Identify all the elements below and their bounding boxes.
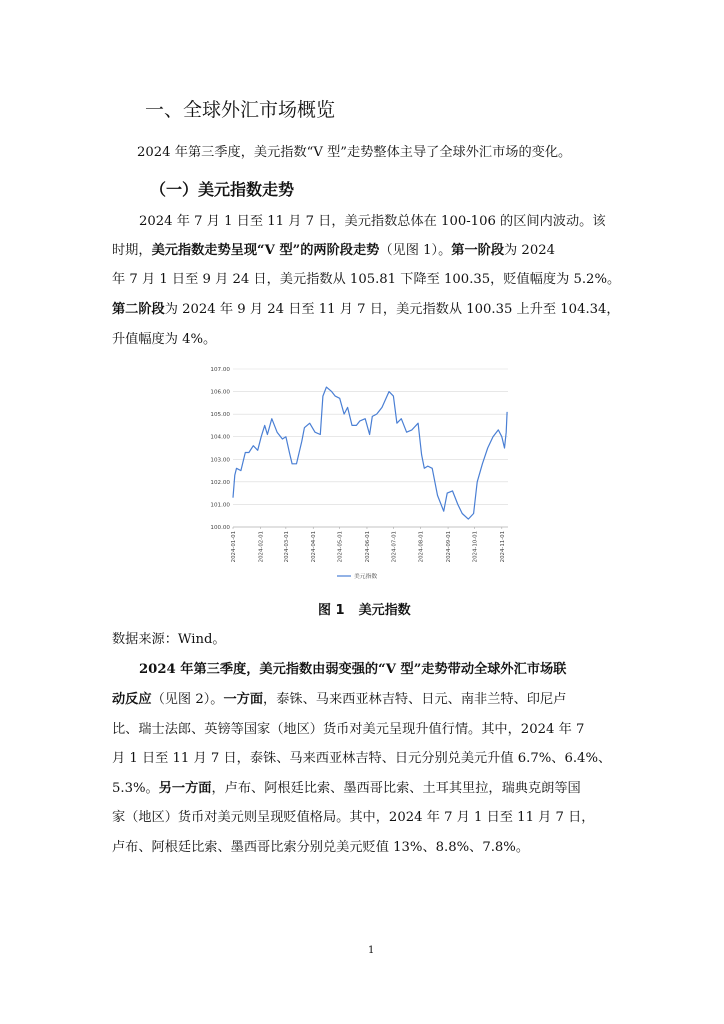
x-tick-label: 2024-03-01: [283, 531, 290, 563]
para1-line1: 2024 年 7 月 1 日至 11 月 7 日，美元指数总体在 100-106 的区间内波动。该: [139, 214, 606, 229]
para2-line2: [112, 690, 566, 710]
para2-line5: [112, 779, 581, 799]
series-line: [233, 387, 507, 519]
para1-emphasis-v-shape: 美元指数走势呈现“V 型”的两阶段走势: [151, 243, 380, 258]
x-tick-label: 2024-10-01: [472, 531, 479, 563]
para1-emphasis-stage1: 第一阶段: [451, 243, 505, 258]
x-tick-label: 2024-06-01: [364, 531, 371, 563]
figure-number: 图 1: [318, 603, 345, 618]
para1-line2: [112, 241, 555, 261]
x-tick-label: 2024-04-01: [311, 531, 318, 563]
y-tick-label: 101.00: [210, 502, 230, 509]
section-title: 一、全球外汇市场概览: [145, 99, 336, 121]
x-tick-label: 2024-11-01: [499, 531, 506, 563]
para2-line5-text: 5.3%。: [112, 781, 159, 796]
x-tick-label: 2024-08-01: [418, 531, 425, 563]
para1-line2-text: 时期，: [112, 243, 152, 258]
x-tick-label: 2024-07-01: [391, 531, 398, 563]
legend-label: 美元指数: [354, 574, 378, 580]
para2-emphasis-reaction: 动反应: [112, 692, 152, 707]
y-tick-label: 105.00: [210, 412, 230, 419]
figure-title: 美元指数: [358, 603, 411, 618]
page-number: 1: [368, 945, 375, 956]
y-tick-label: 100.00: [210, 525, 230, 531]
para2-emphasis-on-one-hand: 一方面: [223, 692, 264, 707]
para1-figure-ref: （见图 1）。: [379, 243, 452, 258]
data-source: 数据来源：Wind。: [112, 632, 226, 647]
para2-line6: 家（地区）货币对美元则呈现贬值格局。其中，2024 年 7 月 1 日至 11 月 7 日，: [112, 810, 595, 825]
para1-line3: 年 7 月 1 日至 9 月 24 日，美元指数从 105.81 下降至 100.35，贬值幅度为 5.2%。: [112, 272, 621, 287]
subsection-title: （一）美元指数走势: [150, 180, 295, 199]
x-tick-label: 2024-09-01: [446, 531, 453, 563]
para2-emphasis-other-hand: 另一方面: [158, 781, 212, 796]
para1-line4: [112, 300, 620, 320]
x-tick-label: 2024-02-01: [258, 531, 265, 563]
para2-figure-ref: （见图 2）。: [151, 692, 224, 707]
para2-line4: 月 1 日至 11 月 7 日，泰铢、马来西亚林吉特、日元分别兑美元升值 6.7%、6.4%、: [112, 751, 612, 766]
para2-line3: 比、瑞士法郎、英镑等国家（地区）货币对美元呈现升值行情。其中，2024 年 7: [112, 722, 585, 737]
para2-line2-text: ，泰铢、马来西亚林吉特、日元、南非兰特、印尼卢: [263, 692, 567, 707]
y-tick-label: 106.00: [210, 389, 230, 396]
y-tick-label: 102.00: [210, 479, 230, 486]
x-tick-label: 2024-05-01: [337, 531, 344, 563]
para1-line5: 升值幅度为 4%。: [112, 332, 217, 347]
y-tick-label: 107.00: [210, 367, 230, 373]
dollar-index-chart: [205, 363, 515, 585]
para2-line1: 2024 年第三季度，美元指数由弱变强的“V 型”走势带动全球外汇市场联: [139, 662, 567, 677]
para2-line7: 卢布、阿根廷比索、墨西哥比索分别兑美元贬值 13%、8.8%、7.8%。: [112, 840, 530, 855]
intro-paragraph: 2024 年第三季度，美元指数“V 型”走势整体主导了全球外汇市场的变化。: [137, 145, 572, 160]
y-tick-label: 104.00: [210, 434, 230, 441]
y-tick-label: 103.00: [210, 457, 230, 464]
x-tick-label: 2024-01-01: [231, 531, 237, 563]
para1-emphasis-stage2: 第二阶段: [112, 302, 165, 317]
para1-line4-text: 为 2024 年 9 月 24 日至 11 月 7 日，美元指数从 100.35 上升至 104.34，: [164, 302, 620, 317]
para1-line2-tail: 为 2024: [504, 243, 555, 258]
para2-line5-tail: ，卢布、阿根廷比索、墨西哥比索、土耳其里拉，瑞典克朗等国: [211, 781, 581, 796]
figure-caption: [318, 599, 425, 618]
